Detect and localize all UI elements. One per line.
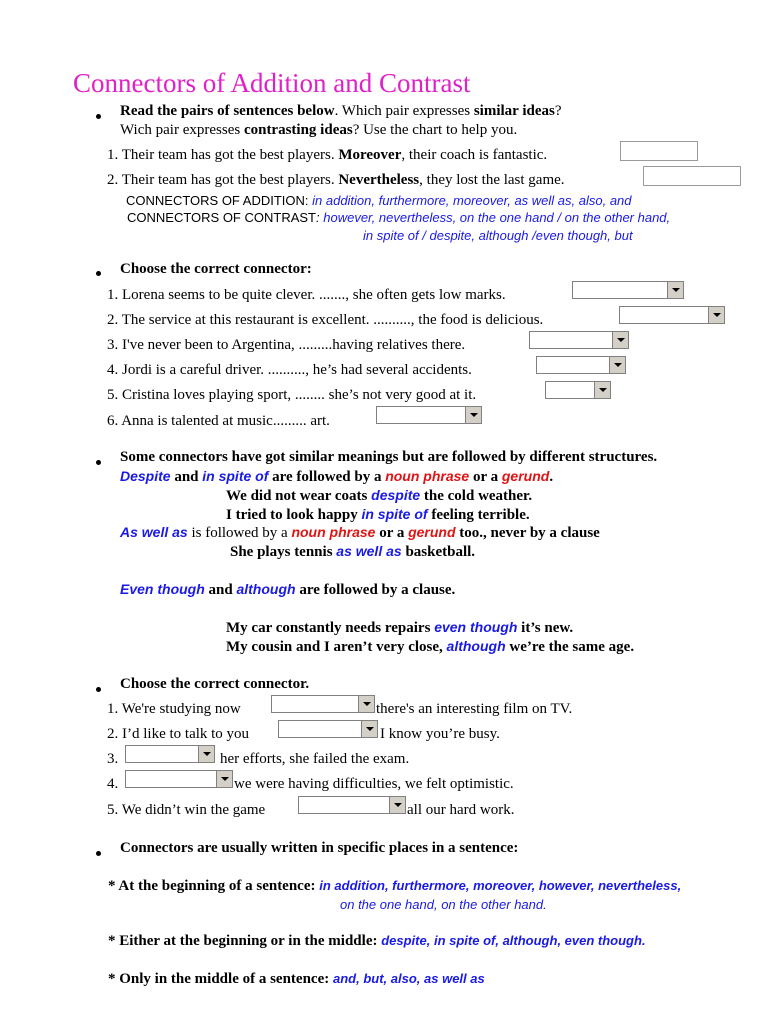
item-text: her efforts, she failed the exam. bbox=[220, 751, 410, 767]
rule-text: is followed by a bbox=[187, 525, 292, 541]
item-text: I've never been to Argentina, .........having relatives there. bbox=[122, 337, 466, 353]
item-number: 5. bbox=[107, 387, 119, 403]
answer-field[interactable] bbox=[643, 166, 741, 186]
item-text: , they lost the last game. bbox=[419, 172, 565, 188]
instruction-text: ? bbox=[554, 103, 562, 119]
rule-text: are followed by a bbox=[268, 469, 386, 485]
example-text: it’s new. bbox=[517, 620, 574, 636]
example-text: feeling terrible. bbox=[427, 507, 530, 523]
item-number: 1. bbox=[107, 701, 119, 717]
connector-term: despite bbox=[371, 487, 421, 503]
connector-term: in spite of bbox=[202, 468, 269, 484]
structure-term: noun phrase bbox=[291, 524, 376, 540]
item-number: 6. bbox=[107, 413, 119, 429]
chevron-down-icon[interactable] bbox=[465, 407, 481, 423]
item-number: 2. bbox=[107, 312, 119, 328]
chevron-down-icon[interactable] bbox=[389, 797, 405, 813]
connector-dropdown[interactable] bbox=[298, 796, 406, 814]
example-text: basketball. bbox=[401, 544, 476, 560]
example-sentence bbox=[226, 638, 634, 656]
bullet bbox=[96, 851, 101, 856]
exercise-item bbox=[107, 337, 465, 354]
item-text: The service at this restaurant is excellent. .........., the food is delicious. bbox=[121, 312, 544, 328]
item-text: Anna is talented at music......... art. bbox=[121, 413, 330, 429]
example-sentence bbox=[226, 487, 532, 505]
bullet bbox=[96, 460, 101, 465]
exercise-item bbox=[107, 312, 543, 329]
section-heading: Choose the correct connector: bbox=[120, 261, 312, 277]
item-text: , their coach is fantastic. bbox=[401, 147, 548, 163]
item-number: 4. bbox=[107, 362, 119, 378]
exercise-item bbox=[107, 387, 476, 404]
rule-even-though bbox=[120, 581, 455, 599]
chevron-down-icon[interactable] bbox=[708, 307, 724, 323]
structure-term: noun phrase bbox=[385, 468, 470, 484]
item-text: Cristina loves playing sport, ........ she’s not very good at it. bbox=[122, 387, 477, 403]
item-text: all our hard work. bbox=[407, 802, 515, 818]
chevron-down-icon[interactable] bbox=[361, 721, 377, 737]
rule-text: . bbox=[549, 469, 554, 485]
contrast-list-continued: in spite of / despite, although /even though, but bbox=[363, 228, 633, 243]
section-heading: Some connectors have got similar meanings but are followed by different structures. bbox=[120, 449, 658, 465]
connector-term: although bbox=[446, 638, 506, 654]
example-sentence bbox=[226, 619, 573, 637]
bullet bbox=[96, 114, 101, 119]
section-heading: Connectors are usually written in specific places in a sentence: bbox=[120, 840, 519, 856]
rule-text: or a bbox=[469, 469, 502, 485]
position-label: * At the beginning of a sentence: bbox=[108, 878, 320, 894]
connector-list-continued: on the one hand, on the other hand. bbox=[340, 897, 547, 912]
connector-term: Despite bbox=[120, 468, 171, 484]
connector-dropdown[interactable] bbox=[529, 331, 629, 349]
bullet bbox=[96, 271, 101, 276]
chevron-down-icon[interactable] bbox=[198, 746, 214, 762]
instruction-bold-text: Read the pairs of sentences below bbox=[120, 103, 335, 119]
exercise-item bbox=[107, 776, 118, 793]
item-number: 1. bbox=[107, 287, 119, 303]
connector-list: despite, in spite of, although, even though. bbox=[381, 933, 646, 948]
example-text: we’re the same age. bbox=[505, 639, 635, 655]
connector-dropdown[interactable] bbox=[572, 281, 684, 299]
example-text: She plays tennis bbox=[230, 544, 337, 560]
connector-term: As well as bbox=[120, 524, 188, 540]
rule-text: too., never by a clause bbox=[455, 525, 600, 541]
item-text: Jordi is a careful driver. .........., he’s had several accidents. bbox=[122, 362, 472, 378]
item-text: Their team has got the best players. bbox=[121, 172, 339, 188]
position-label: * Only in the middle of a sentence: bbox=[108, 971, 333, 987]
connector-term: in spite of bbox=[361, 506, 428, 522]
rule-despite bbox=[120, 468, 553, 486]
item-number: 5. bbox=[107, 802, 119, 818]
item-text: We're studying now bbox=[121, 701, 241, 717]
example-text: My car constantly needs repairs bbox=[226, 620, 435, 636]
connector-dropdown[interactable] bbox=[271, 695, 375, 713]
item-text: we were having difficulties, we felt optimistic. bbox=[234, 776, 514, 792]
addition-label: CONNECTORS OF ADDITION bbox=[126, 193, 305, 208]
connector-term: Even though bbox=[120, 581, 205, 597]
connector-dropdown[interactable] bbox=[125, 745, 215, 763]
connector-dropdown[interactable] bbox=[536, 356, 626, 374]
instruction-line-1 bbox=[120, 103, 562, 120]
connector-term: as well as bbox=[336, 543, 402, 559]
item-number: 4. bbox=[107, 776, 119, 792]
rule-text: and bbox=[204, 582, 237, 598]
position-label: * Either at the beginning or in the middle: bbox=[108, 933, 382, 949]
position-rule-beginning bbox=[108, 878, 681, 895]
chevron-down-icon[interactable] bbox=[216, 771, 232, 787]
example-text: I tried to look happy bbox=[226, 507, 362, 523]
bullet bbox=[96, 687, 101, 692]
addition-list: in addition, furthermore, moreover, as well as, also, and bbox=[312, 193, 632, 208]
connector-list: in addition, furthermore, moreover, however, nevertheless, bbox=[319, 878, 682, 893]
position-rule-middle bbox=[108, 971, 485, 988]
addition-connectors-row: CONNECTORS OF ADDITION: in addition, furthermore, moreover, as well as, also, and bbox=[126, 193, 632, 208]
instruction-line-2 bbox=[120, 122, 517, 139]
exercise-item bbox=[107, 413, 330, 430]
chevron-down-icon[interactable] bbox=[358, 696, 374, 712]
example-text: My cousin and I aren’t very close, bbox=[226, 639, 447, 655]
connector-dropdown[interactable] bbox=[278, 720, 378, 738]
contrast-label: CONNECTORS OF CONTRAST bbox=[127, 210, 316, 225]
structure-term: gerund bbox=[501, 468, 550, 484]
example-text: We did not wear coats bbox=[226, 488, 372, 504]
connector-term: although bbox=[236, 581, 296, 597]
example-sentence bbox=[226, 506, 530, 524]
item-number: 2. bbox=[107, 172, 119, 188]
instruction-bold-text: similar ideas bbox=[473, 103, 555, 119]
chevron-down-icon[interactable] bbox=[612, 332, 628, 348]
item-text: there's an interesting film on TV. bbox=[376, 701, 573, 717]
item-text: Lorena seems to be quite clever. ......., she often gets low marks. bbox=[122, 287, 506, 303]
connector-dropdown[interactable] bbox=[619, 306, 725, 324]
instruction-text: ? Use the chart to help you. bbox=[352, 122, 518, 138]
chevron-down-icon[interactable] bbox=[594, 382, 610, 398]
position-rule-either bbox=[108, 933, 646, 950]
structure-term: gerund bbox=[408, 524, 456, 540]
connector-dropdown[interactable] bbox=[125, 770, 233, 788]
instruction-bold-text: contrasting ideas bbox=[243, 122, 353, 138]
section-heading: Choose the correct connector. bbox=[120, 676, 310, 692]
exercise-item bbox=[107, 751, 118, 768]
item-number: 1. bbox=[107, 147, 119, 163]
example-text: the cold weather. bbox=[420, 488, 533, 504]
list-item bbox=[107, 147, 547, 164]
item-bold-text: Nevertheless bbox=[338, 172, 420, 188]
rule-text: and bbox=[170, 469, 203, 485]
item-number: 2. bbox=[107, 726, 119, 742]
list-item bbox=[107, 172, 565, 189]
example-sentence bbox=[230, 543, 475, 561]
item-text: Their team has got the best players. bbox=[121, 147, 339, 163]
instruction-text: Wich pair expresses bbox=[120, 122, 244, 138]
connector-list: and, but, also, as well as bbox=[333, 971, 485, 986]
rule-as-well-as bbox=[120, 524, 600, 542]
item-number: 3. bbox=[107, 751, 119, 767]
contrast-connectors-row: CONNECTORS OF CONTRAST: however, nevertheless, on the one hand / on the other hand, bbox=[127, 210, 671, 225]
item-bold-text: Moreover bbox=[338, 147, 402, 163]
chevron-down-icon[interactable] bbox=[609, 357, 625, 373]
rule-text: or a bbox=[375, 525, 409, 541]
item-number: 3. bbox=[107, 337, 119, 353]
item-text: I know you’re busy. bbox=[380, 726, 500, 742]
exercise-item bbox=[107, 802, 265, 819]
exercise-item bbox=[107, 362, 472, 379]
exercise-item bbox=[107, 287, 506, 304]
connector-term: even though bbox=[434, 619, 518, 635]
answer-field[interactable] bbox=[620, 141, 698, 161]
item-text: We didn’t win the game bbox=[121, 802, 266, 818]
exercise-item bbox=[107, 726, 249, 743]
chevron-down-icon[interactable] bbox=[667, 282, 683, 298]
rule-text: are followed by a clause. bbox=[295, 582, 456, 598]
page-title: Connectors of Addition and Contrast bbox=[73, 68, 471, 98]
connector-dropdown[interactable] bbox=[376, 406, 482, 424]
item-text: I’d like to talk to you bbox=[122, 726, 250, 742]
contrast-list: however, nevertheless, on the one hand / on the other hand, bbox=[323, 210, 671, 225]
connector-dropdown[interactable] bbox=[545, 381, 611, 399]
exercise-item bbox=[107, 701, 241, 718]
instruction-text: . Which pair expresses bbox=[334, 103, 474, 119]
